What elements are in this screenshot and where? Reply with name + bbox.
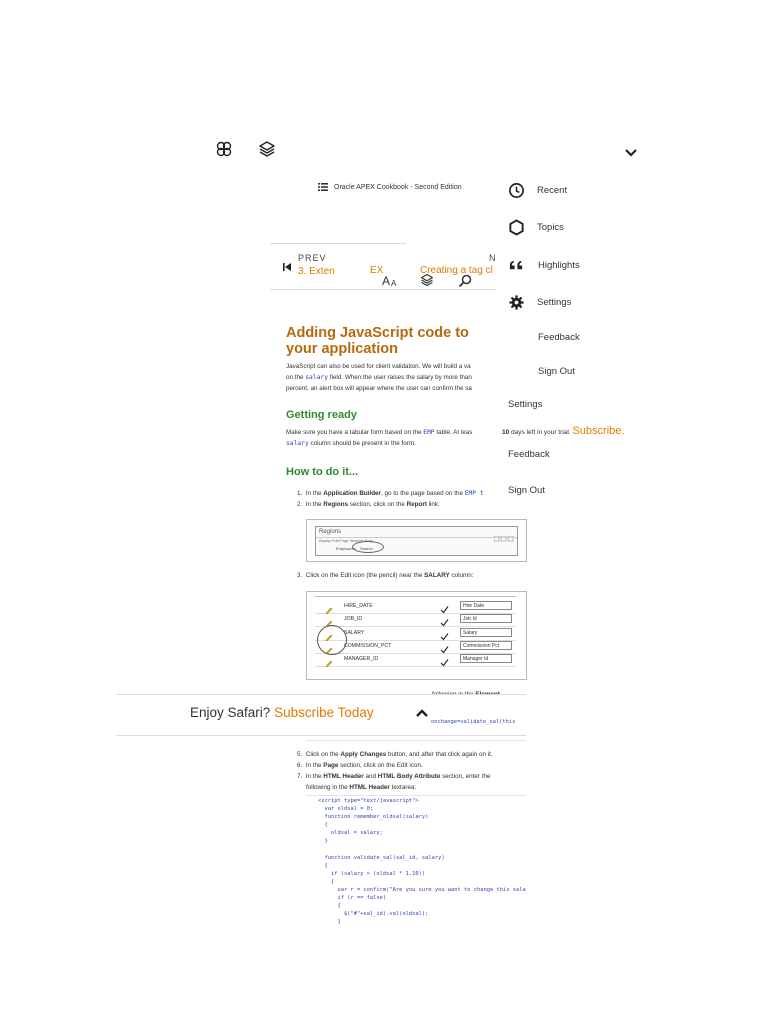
nav-divider-bottom — [270, 289, 496, 290]
step-7 — [297, 773, 490, 780]
salary-code-2: salary — [286, 440, 309, 447]
columns-screenshot — [306, 591, 527, 680]
how-to-heading: How to do it... — [286, 466, 359, 478]
edit-highlight-circle — [317, 625, 347, 655]
next-label[interactable]: N — [489, 253, 496, 263]
menu-topics-label: Topics — [537, 221, 564, 233]
step-6 — [297, 762, 423, 769]
intro-line-2b: field. When the user raises the salary by more than — [329, 374, 472, 381]
check-icon — [440, 654, 449, 663]
step-5-num: 5. — [297, 751, 303, 758]
prev-chapter-fragment[interactable]: EX — [370, 265, 384, 276]
step-1-d: EMP t — [464, 490, 484, 497]
step-1 — [297, 490, 496, 497]
step-7-g: HTML Header — [349, 784, 390, 791]
column-row — [315, 600, 516, 614]
search-icon[interactable] — [458, 274, 472, 288]
svg-text:A: A — [391, 279, 397, 287]
hexagon-icon — [507, 218, 525, 236]
menu-highlights-label: Highlights — [538, 259, 580, 271]
menu-settings-label: Settings — [537, 296, 572, 308]
step-7-f: following in the — [306, 784, 348, 791]
step-6-a: In the — [305, 762, 322, 769]
columns-top-row — [315, 592, 516, 597]
code-block-divider — [306, 795, 526, 796]
list-icon — [318, 183, 328, 191]
banner-text-wrap — [190, 705, 374, 720]
code-divider — [306, 740, 526, 741]
step-1-num: 1. — [297, 490, 303, 497]
regions-col-2: Search — [360, 546, 373, 551]
column-label-field[interactable]: Manager Id — [460, 654, 512, 663]
intro-paragraph — [286, 361, 498, 394]
check-icon — [440, 641, 449, 650]
step-3-num: 3. — [297, 572, 303, 579]
step-3 — [297, 572, 474, 579]
step-2-a: In the — [305, 501, 322, 508]
step-6-num: 6. — [297, 762, 303, 769]
step-4-code: onchange=validate_sal(this — [431, 719, 516, 725]
gr-line-1a: Make sure you have a tabular form based on the — [286, 429, 422, 436]
subscribe-today-link[interactable]: Subscribe Today — [274, 705, 374, 720]
check-icon — [440, 601, 449, 610]
column-row — [315, 653, 516, 667]
regions-panel — [315, 526, 518, 556]
step-7-b: HTML Header — [323, 773, 364, 780]
column-name: MANAGER_ID — [344, 656, 379, 663]
pencil-icon[interactable] — [325, 602, 333, 610]
book-title[interactable] — [318, 183, 462, 191]
layers-toolbar-icon[interactable] — [420, 273, 434, 287]
menu-recent-label: Recent — [537, 184, 568, 196]
column-name: SALARY — [344, 629, 365, 636]
getting-ready-paragraph — [286, 427, 498, 449]
step-5-a: Click on the — [305, 751, 339, 758]
column-label-field[interactable]: Salary — [460, 628, 512, 637]
regions-toolbar-icons — [494, 529, 514, 535]
clock-icon — [507, 181, 525, 199]
column-label-field[interactable]: Hire Date — [460, 601, 512, 610]
step-3-c: column: — [451, 572, 474, 579]
step-7-cont — [306, 784, 416, 791]
regions-col-1: Employees — [336, 546, 356, 551]
menu-feedback[interactable]: Feedback — [538, 332, 580, 343]
layers-icon[interactable] — [258, 140, 276, 158]
column-label-field[interactable]: Job Id — [460, 614, 512, 623]
check-icon — [440, 614, 449, 623]
subscribe-link[interactable]: Subscribe. — [572, 425, 625, 437]
step-1-b: Application Builder — [323, 490, 382, 497]
regions-divider — [316, 537, 517, 538]
menu-settings-2[interactable]: Settings — [508, 399, 543, 410]
nav-divider-top — [270, 243, 406, 244]
trial-text: days left in your trial. — [511, 429, 571, 436]
step-1-c: , go to the page based on the — [381, 490, 463, 497]
step-7-d: HTML Body Attribute — [377, 773, 441, 780]
skip-back-icon[interactable] — [282, 259, 292, 269]
regions-title: Regions — [319, 529, 342, 535]
step-5-c: button, and after that click again on it. — [388, 751, 493, 758]
gr-line-2: column should be present in the form. — [310, 440, 416, 447]
gr-line-1b: table. At leas — [436, 429, 473, 436]
regions-screenshot — [306, 519, 527, 562]
menu-recent[interactable] — [507, 181, 567, 199]
step-7-h: textarea: — [391, 784, 417, 791]
next-chapter-link[interactable]: Creating a tag cl — [420, 265, 493, 276]
step-7-c: and — [365, 773, 377, 780]
step-3-a: Click on the Edit icon (the pencil) near the — [305, 572, 423, 579]
menu-feedback-2[interactable]: Feedback — [508, 449, 550, 460]
step-2-num: 2. — [297, 501, 303, 508]
menu-sign-out-2[interactable]: Sign Out — [508, 485, 545, 496]
column-name: JOB_ID — [344, 616, 363, 623]
prev-chapter-link[interactable]: 3. Exten — [298, 266, 335, 277]
column-name: COMMISSION_PCT — [344, 642, 392, 649]
pencil-icon[interactable] — [325, 655, 333, 663]
step-5 — [297, 751, 493, 758]
subscribe-banner — [116, 694, 526, 736]
pencil-icon[interactable] — [325, 615, 333, 623]
chevron-down-icon[interactable] — [622, 144, 640, 162]
trial-notice — [502, 425, 624, 437]
intro-line-1: JavaScript can also be used for client validation. We will build a va — [286, 363, 471, 370]
menu-highlights[interactable] — [507, 256, 580, 274]
emp-code: EMP — [423, 429, 435, 436]
getting-ready-heading: Getting ready — [286, 409, 357, 421]
step-5-b: Apply Changes — [340, 751, 387, 758]
svg-text:A: A — [382, 274, 391, 287]
prev-label[interactable]: PREV — [298, 253, 327, 263]
menu-settings[interactable] — [507, 293, 571, 311]
step-6-c: section, click on the Edit icon. — [340, 762, 423, 769]
column-row — [315, 613, 516, 627]
menu-topics[interactable] — [507, 218, 564, 236]
font-size-icon[interactable] — [382, 274, 398, 287]
chevron-up-icon[interactable] — [414, 706, 430, 720]
step-7-e: section, enter the — [442, 773, 491, 780]
step-6-b: Page — [323, 762, 339, 769]
step-2-b: Regions — [323, 501, 349, 508]
book-title-text: Oracle APEX Cookbook - Second Edition — [334, 183, 462, 191]
intro-line-3: percent, an alert box will appear where the user can confirm the sa — [286, 385, 472, 392]
column-label-field[interactable]: Commission Pct — [460, 641, 512, 650]
regions-row: Display Point Page Template Body — [319, 539, 373, 543]
javascript-code-block: <script type="text/javascript"> var oldsal = 0; function remember_oldsal(salary) { oldsal = salary; } function validate_sal(sal_id, salary) { if (salary > (oldsal * 1.10)) { var r = confirm("Are you sure you want to change this sala if (r == false) { $("#"+sal_id).val(oldsal); } — [318, 798, 526, 926]
step-2 — [297, 501, 440, 508]
menu-sign-out[interactable]: Sign Out — [538, 366, 575, 377]
column-name: HIRE_DATE — [344, 603, 373, 609]
step-3-b: SALARY — [424, 572, 450, 579]
gear-icon — [507, 293, 525, 311]
step-7-num: 7. — [297, 773, 303, 780]
trial-days: 10 — [502, 429, 510, 436]
topics-flower-icon[interactable] — [215, 140, 233, 158]
step-2-e: link: — [428, 501, 440, 508]
banner-text: Enjoy Safari? — [190, 705, 271, 720]
check-icon — [440, 628, 449, 637]
step-7-a: In the — [305, 773, 322, 780]
intro-line-2a: on the — [286, 374, 304, 381]
article-title: Adding JavaScript code to your application — [286, 325, 469, 357]
step-2-c: section, click on the — [349, 501, 405, 508]
quote-icon — [507, 256, 525, 274]
salary-code: salary — [305, 374, 329, 381]
step-1-a: In the — [305, 490, 322, 497]
step-2-d: Report — [406, 501, 427, 508]
